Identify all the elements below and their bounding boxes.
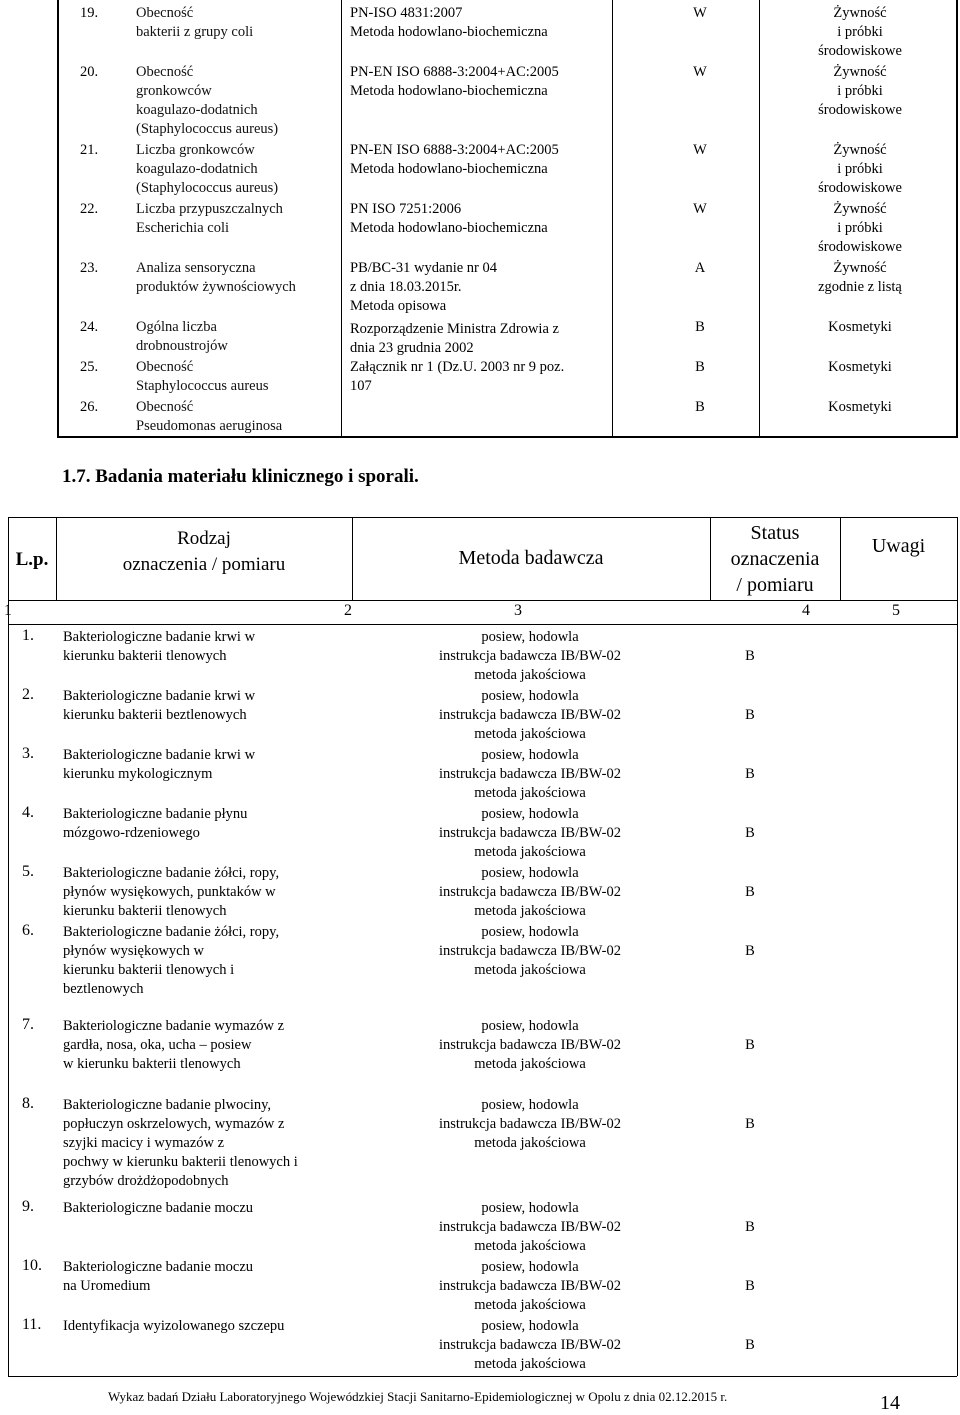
notes: Żywność i próbki środowiskowe bbox=[818, 5, 902, 59]
row-number: 20. bbox=[80, 64, 99, 80]
notes: Kosmetyki bbox=[828, 399, 892, 415]
status-code: W bbox=[693, 5, 707, 21]
test-name: Obecność gronkowców koagulazo-dodatnich (Staphylococcus aureus) bbox=[136, 64, 279, 137]
header-rodzaj: Rodzaj oznaczenia / pomiaru bbox=[122, 528, 286, 575]
exam-method: posiew, hodowla instrukcja badawcza IB/BW-02 metoda jakościowa bbox=[439, 865, 621, 919]
test-method: PN ISO 7251:2006 Metoda hodowlano-biochemiczna bbox=[350, 201, 548, 236]
exam-name: Bakteriologiczne badanie krwi w kierunku bakterii tlenowych bbox=[63, 629, 256, 664]
exam-method: posiew, hodowla instrukcja badawcza IB/BW-02 metoda jakościowa bbox=[439, 1200, 621, 1254]
column-number: 1 bbox=[4, 602, 12, 619]
section-title: 1.7. Badania materiału klinicznego i sporali. bbox=[62, 466, 419, 487]
test-name: Liczba przypuszczalnych Escherichia coli bbox=[136, 201, 283, 236]
exam-method: posiew, hodowla instrukcja badawcza IB/BW-02 metoda jakościowa bbox=[439, 1018, 621, 1072]
row-number: 8. bbox=[22, 1095, 34, 1112]
exam-name: Bakteriologiczne badanie moczu bbox=[63, 1200, 254, 1216]
status-code: B bbox=[695, 399, 705, 415]
test-name: Obecność bakterii z grupy coli bbox=[136, 5, 254, 40]
test-method: PN-ISO 4831:2007 Metoda hodowlano-biochemiczna bbox=[350, 5, 548, 40]
exam-status: B bbox=[745, 648, 755, 664]
column-number: 4 bbox=[802, 602, 810, 619]
row-number: 9. bbox=[22, 1198, 34, 1215]
table-line bbox=[8, 624, 957, 625]
page-number: 14 bbox=[880, 1392, 900, 1414]
exam-status: B bbox=[745, 1219, 755, 1235]
row-number: 6. bbox=[22, 922, 34, 939]
exam-method: posiew, hodowla instrukcja badawcza IB/BW-02 metoda jakościowa bbox=[439, 924, 621, 978]
status-code: W bbox=[693, 64, 707, 80]
test-method: PB/BC-31 wydanie nr 04 z dnia 18.03.2015r. Metoda opisowa bbox=[350, 260, 498, 314]
exam-status: B bbox=[745, 1337, 755, 1353]
exam-method: posiew, hodowla instrukcja badawcza IB/BW-02 metoda jakościowa bbox=[439, 688, 621, 742]
notes: Żywność i próbki środowiskowe bbox=[818, 64, 902, 118]
notes: Żywność zgodnie z listą bbox=[818, 260, 902, 295]
row-number: 26. bbox=[80, 399, 99, 415]
divider bbox=[612, 0, 613, 436]
notes: Żywność i próbki środowiskowe bbox=[818, 142, 902, 196]
header-status: Status oznaczenia / pomiaru bbox=[730, 522, 820, 596]
table-line bbox=[957, 600, 958, 1376]
row-number: 5. bbox=[22, 863, 34, 880]
row-number: 11. bbox=[22, 1316, 42, 1333]
row-number: 23. bbox=[80, 260, 99, 276]
exam-name: Bakteriologiczne badanie krwi w kierunku bakterii beztlenowych bbox=[63, 688, 256, 723]
table-line bbox=[8, 600, 957, 601]
exam-status: B bbox=[745, 943, 755, 959]
exam-name: Identyfikacja wyizolowanego szczepu bbox=[63, 1318, 285, 1334]
row-number: 4. bbox=[22, 804, 34, 821]
test-name: Obecność Pseudomonas aeruginosa bbox=[136, 399, 283, 434]
notes: Kosmetyki bbox=[828, 359, 892, 375]
status-code: B bbox=[695, 319, 705, 335]
exam-status: B bbox=[745, 1037, 755, 1053]
table-line bbox=[8, 600, 9, 1376]
exam-name: Bakteriologiczne badanie plwociny, popłuczyn oskrzelowych, wymazów z szyjki macicy i wymazów z pochwy w kierunku bakterii tlenowych i grzybów drożdżopodobnych bbox=[63, 1097, 298, 1189]
status-code: W bbox=[693, 142, 707, 158]
header-lp: L.p. bbox=[15, 549, 49, 570]
row-number: 1. bbox=[22, 627, 34, 644]
row-number: 2. bbox=[22, 686, 34, 703]
exam-method: posiew, hodowla instrukcja badawcza IB/BW-02 metoda jakościowa bbox=[439, 1318, 621, 1372]
header-uwagi: Uwagi bbox=[871, 535, 926, 557]
footer-text: Wykaz badań Działu Laboratoryjnego Wojewódzkiej Stacji Sanitarno-Epidemiologicznej w Opolu z dnia 02.12.2015 r. bbox=[108, 1389, 728, 1404]
exam-method: posiew, hodowla instrukcja badawcza IB/BW-02 metoda jakościowa bbox=[439, 1097, 621, 1151]
exam-method: posiew, hodowla instrukcja badawcza IB/BW-02 metoda jakościowa bbox=[439, 629, 621, 683]
exam-method: posiew, hodowla instrukcja badawcza IB/BW-02 metoda jakościowa bbox=[439, 747, 621, 801]
row-number: 22. bbox=[80, 201, 99, 217]
exam-name: Bakteriologiczne badanie żółci, ropy, płynów wysiękowych w kierunku bakterii tlenowych i beztlenowych bbox=[63, 924, 280, 997]
exam-name: Bakteriologiczne badanie krwi w kierunku mykologicznym bbox=[63, 747, 256, 782]
exam-status: B bbox=[745, 1116, 755, 1132]
row-number: 7. bbox=[22, 1016, 34, 1033]
test-method: PN-EN ISO 6888-3:2004+AC:2005 Metoda hodowlano-biochemiczna bbox=[350, 142, 559, 177]
exam-name: Bakteriologiczne badanie żółci, ropy, płynów wysiękowych, punktaków w kierunku bakterii tlenowych bbox=[63, 865, 280, 919]
exam-status: B bbox=[745, 766, 755, 782]
merged-method-cell: Rozporządzenie Ministra Zdrowia z dnia 23 grudnia 2002 Załącznik nr 1 (Dz.U. 2003 nr 9 poz. 107 bbox=[350, 321, 565, 394]
row-number: 25. bbox=[80, 359, 99, 375]
row-number: 10. bbox=[22, 1257, 42, 1274]
divider bbox=[341, 0, 342, 436]
exam-method: posiew, hodowla instrukcja badawcza IB/BW-02 metoda jakościowa bbox=[439, 806, 621, 860]
exam-status: B bbox=[745, 707, 755, 723]
test-name: Obecność Staphylococcus aureus bbox=[136, 359, 269, 394]
status-code: A bbox=[694, 260, 706, 276]
row-number: 21. bbox=[80, 142, 99, 158]
header-metoda: Metoda badawcza bbox=[458, 547, 604, 569]
exam-status: B bbox=[745, 1278, 755, 1294]
table-line bbox=[8, 517, 957, 518]
test-name: Analiza sensoryczna produktów żywnościowych bbox=[136, 260, 296, 295]
column-number: 2 bbox=[344, 602, 352, 619]
notes: Żywność i próbki środowiskowe bbox=[818, 201, 902, 255]
table-line bbox=[840, 517, 841, 600]
exam-name: Bakteriologiczne badanie płynu mózgowo-rdzeniowego bbox=[63, 806, 248, 841]
exam-status: B bbox=[745, 825, 755, 841]
test-name: Liczba gronkowców koagulazo-dodatnich (Staphylococcus aureus) bbox=[136, 142, 279, 196]
notes: Kosmetyki bbox=[828, 319, 892, 335]
exam-status: B bbox=[745, 884, 755, 900]
exam-method: posiew, hodowla instrukcja badawcza IB/BW-02 metoda jakościowa bbox=[439, 1259, 621, 1313]
test-name: Ogólna liczba drobnoustrojów bbox=[136, 319, 228, 354]
column-number: 5 bbox=[892, 602, 900, 619]
exam-name: Bakteriologiczne badanie wymazów z gardła, nosa, oka, ucha – posiew w kierunku bakterii tlenowych bbox=[63, 1018, 285, 1072]
row-number: 24. bbox=[80, 319, 99, 335]
column-number: 3 bbox=[514, 602, 522, 619]
exam-name: Bakteriologiczne badanie moczu na Uromedium bbox=[63, 1259, 254, 1294]
table-line bbox=[8, 1376, 957, 1377]
status-code: W bbox=[693, 201, 707, 217]
table-line bbox=[957, 517, 958, 600]
row-number: 19. bbox=[80, 5, 99, 21]
status-code: B bbox=[695, 359, 705, 375]
test-method: PN-EN ISO 6888-3:2004+AC:2005 Metoda hodowlano-biochemiczna bbox=[350, 64, 559, 99]
row-number: 3. bbox=[22, 745, 34, 762]
